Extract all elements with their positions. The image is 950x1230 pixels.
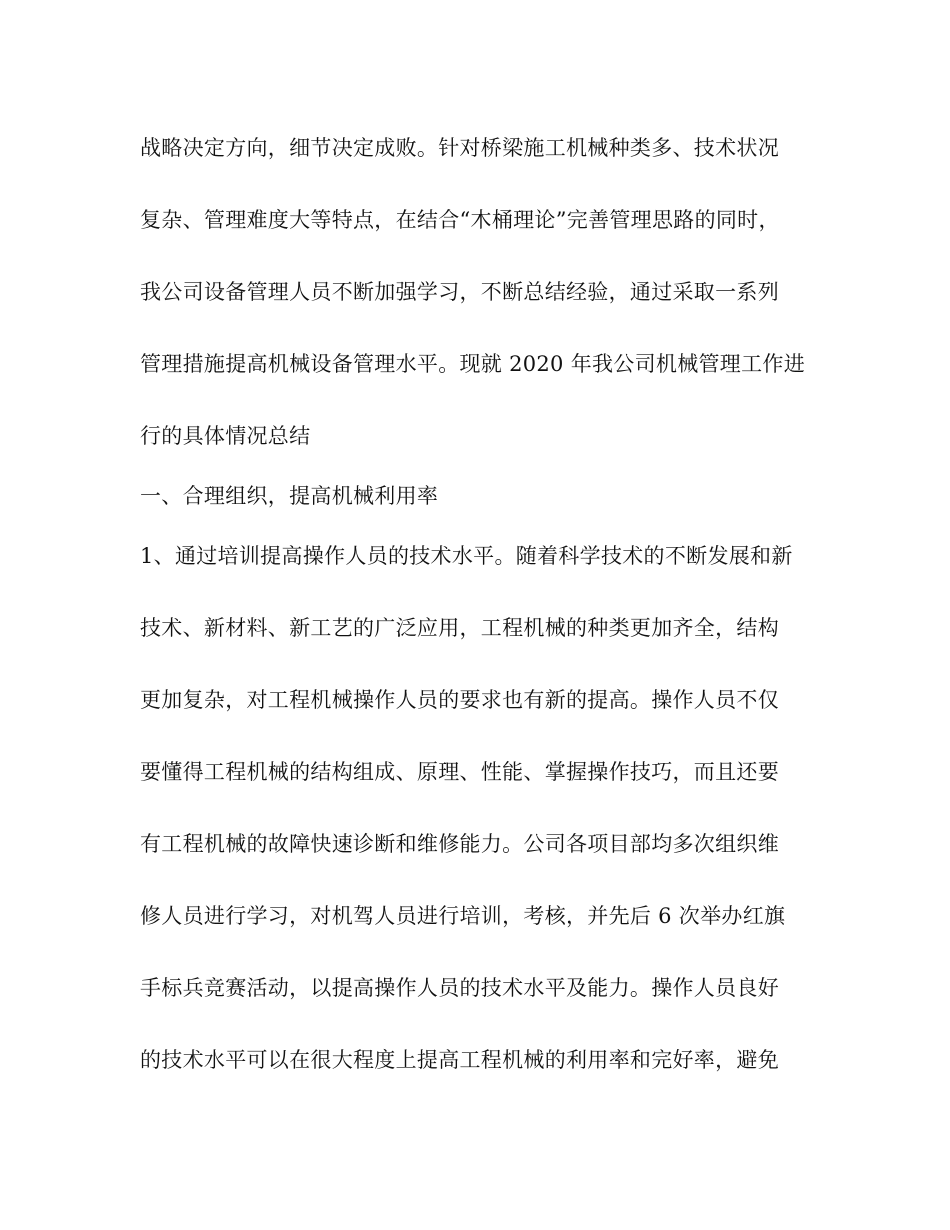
paragraph-line: 修人员进行学习，对机驾人员进行培训，考核，并先后 6 次举办红旗 [140, 904, 786, 928]
paragraph-line: 1、通过培训提高操作人员的技术水平。随着科学技术的不断发展和新 [140, 544, 793, 568]
paragraph-line: 的技术水平可以在很大程度上提高工程机械的利用率和完好率，避免 [140, 1048, 779, 1072]
paragraph-line: 行的具体情况总结 [140, 424, 311, 448]
paragraph-line: 我公司设备管理人员不断加强学习，不断总结经验，通过采取一系列 [140, 280, 779, 304]
paragraph-line: 手标兵竞赛活动，以提高操作人员的技术水平及能力。操作人员良好 [140, 976, 779, 1000]
paragraph-line: 管理措施提高机械设备管理水平。现就 2020 年我公司机械管理工作进 [140, 352, 805, 376]
paragraph-line: 复杂、管理难度大等特点，在结合“木桶理论”完善管理思路的同时， [140, 208, 780, 232]
section-heading: 一、合理组织，提高机械利用率 [140, 484, 439, 508]
paragraph-line: 技术、新材料、新工艺的广泛应用，工程机械的种类更加齐全，结构 [140, 616, 779, 640]
paragraph-line: 要懂得工程机械的结构组成、原理、性能、掌握操作技巧，而且还要 [140, 760, 779, 784]
paragraph-line: 有工程机械的故障快速诊断和维修能力。公司各项目部均多次组织维 [140, 832, 779, 856]
paragraph-line: 战略决定方向，细节决定成败。针对桥梁施工机械种类多、技术状况 [140, 136, 779, 160]
paragraph-line: 更加复杂，对工程机械操作人员的要求也有新的提高。操作人员不仅 [140, 688, 779, 712]
